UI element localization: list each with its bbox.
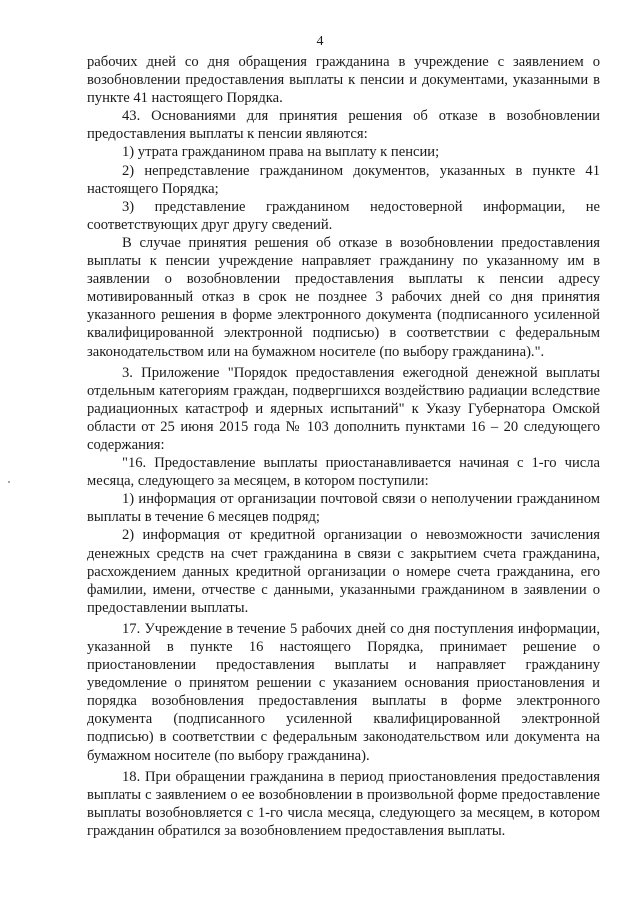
- paragraph-item-18: 18. При обращении гражданина в период приостановления предоставления выплаты с заявлением о ее возобновлении в произвольной форме предоставление выплаты возобновляется с 1-го числа месяца, следующего за месяцем, в котором гражданин обратился за возобновлением предоставления выплаты.: [87, 768, 600, 839]
- paragraph-subitem-2: 2) непредставление гражданином документов, указанных в пункте 41 настоящего Порядка;: [87, 162, 600, 197]
- paragraph-item-16-subitem-1: 1) информация от организации почтовой связи о неполучении гражданином выплаты в течение 6 месяцев подряд;: [87, 491, 600, 526]
- paragraph-item-17: 17. Учреждение в течение 5 рабочих дней со дня поступления информации, указанной в пункте 16 настоящего Порядка, принимает решение о приостановлении предоставления выплаты и направляет гражданину уведомление о принятом решении с указанием основания приостановления и порядка возобновления предоставления выплаты в форме электронного документа (подписанного усиленной квалифицированной электронной подписью) в соответствии с федеральным законодательством или документа на бумажном носителе (по выбору гражданина).: [87, 620, 600, 764]
- paragraph-item-16-subitem-2: 2) информация от кредитной организации о невозможности зачисления денежных средств на счет гражданина в связи с закрытием счета гражданина, расхождением данных кредитной организации о номере счета гражданина, его фамилии, имени, отчестве с данными, указанными гражданином в заявлении о предоставлении выплаты.: [87, 527, 600, 616]
- paragraph-continuation: рабочих дней со дня обращения гражданина в учреждение с заявлением о возобновлении предоставления выплаты к пенсии и документами, указанными в пункте 41 настоящего Порядка.: [87, 54, 600, 107]
- scan-speck: [8, 481, 10, 483]
- paragraph-item-16: "16. Предоставление выплаты приостанавливается начиная с 1-го числа месяца, следующего за месяцем, в котором поступили:: [87, 455, 600, 490]
- paragraph-item-3: 3. Приложение "Порядок предоставления ежегодной денежной выплаты отдельным категориям граждан, подвергшихся воздействию радиации вследствие радиационных катастроф и ядерных испытаний" к Указу Губернатора Омской области от 25 июня 2015 года № 103 дополнить пунктами 16 – 20 следующего содержания:: [87, 364, 600, 453]
- page-number: 4: [316, 34, 324, 49]
- paragraph-subitem-3: 3) представление гражданином недостоверной информации, не соответствующих друг другу сведений.: [87, 198, 600, 233]
- paragraph-refusal: В случае принятия решения об отказе в возобновлении предоставления выплаты к пенсии учреждение направляет гражданину по указанному им в заявлении о возобновлении предоставления выплаты к пенсии адресу мотивированный отказ в срок не позднее 3 рабочих дней со дня принятия указанного решения в форме электронного документа (подписанного усиленной квалифицированной электронной подписью) в соответствии с федеральным законодательством или на бумажном носителе (по выбору гражданина).".: [87, 234, 600, 360]
- document-body: [87, 53, 600, 840]
- paragraph-item-43: 43. Основаниями для принятия решения об отказе в возобновлении предоставления выплаты к пенсии являются:: [87, 108, 600, 143]
- paragraph-subitem-1: 1) утрата гражданином права на выплату к пенсии;: [122, 144, 440, 161]
